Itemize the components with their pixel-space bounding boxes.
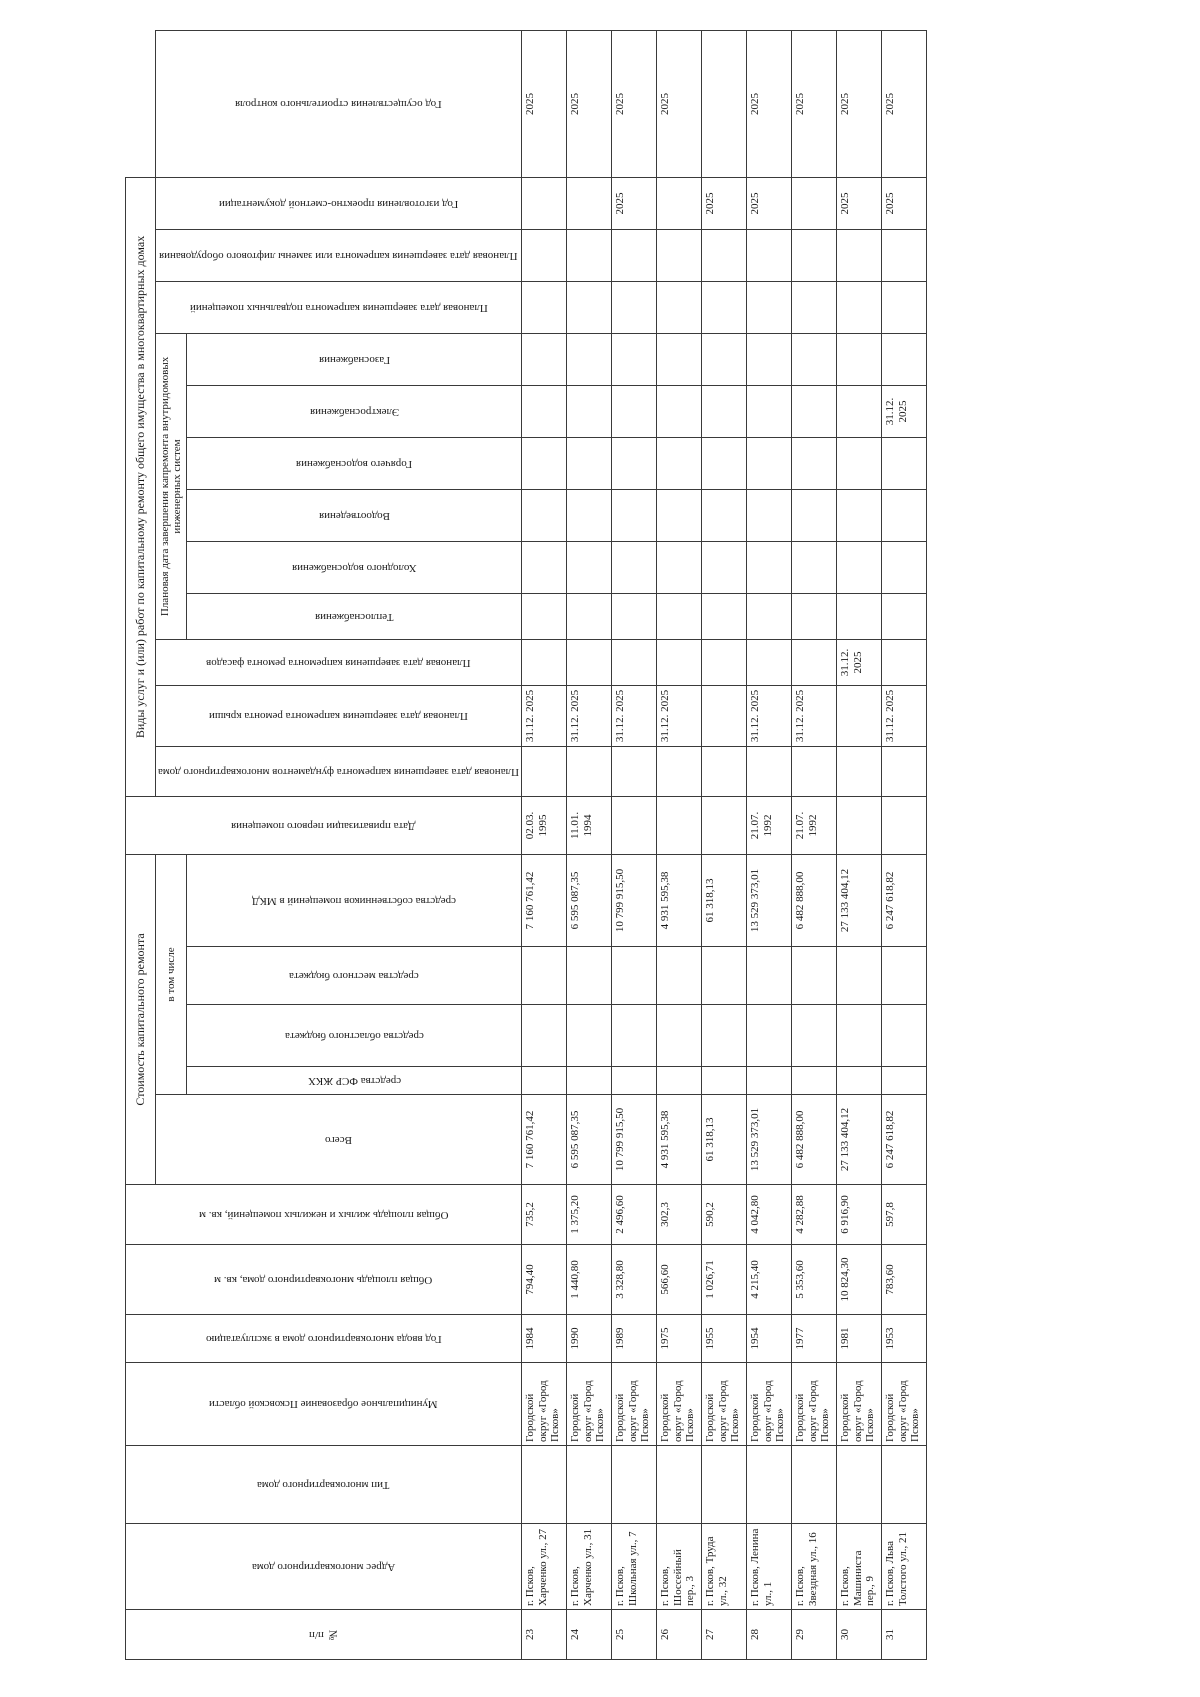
header-fund: средства ФСР ЖКХ xyxy=(187,1067,522,1095)
row-house-type xyxy=(612,1446,657,1524)
header-hot-water: Горячего водоснабжения xyxy=(187,437,522,489)
header-living-area: Общая площадь жилых и нежилых помещений, кв. м xyxy=(126,1185,522,1245)
row-owners: 61 318,13 xyxy=(702,854,747,946)
row-cost-total: 4 931 595,38 xyxy=(657,1095,702,1185)
row-heat xyxy=(792,593,837,639)
row-roof: 31.12. 2025 xyxy=(792,685,837,746)
row-owners: 13 529 373,01 xyxy=(747,854,792,946)
row-local xyxy=(747,947,792,1005)
row-roof: 31.12. 2025 xyxy=(747,685,792,746)
row-electric xyxy=(837,385,882,437)
row-cost-total: 13 529 373,01 xyxy=(747,1095,792,1185)
row-supervision: 2025 xyxy=(522,31,567,178)
row-basement xyxy=(657,281,702,333)
header-cold-water: Холодного водоснабжения xyxy=(187,541,522,593)
row-sewer xyxy=(702,489,747,541)
header-house-type: Тип многоквартирного дома xyxy=(126,1446,522,1524)
capital-repair-document xyxy=(125,30,1080,1660)
row-year-built: 1954 xyxy=(747,1315,792,1363)
row-supervision xyxy=(702,31,747,178)
row-supervision: 2025 xyxy=(567,31,612,178)
row-sewer xyxy=(747,489,792,541)
row-regional xyxy=(657,1005,702,1067)
header-incl: в том числе xyxy=(156,854,187,1094)
row-design-docs xyxy=(792,177,837,229)
row-gas xyxy=(612,333,657,385)
row-elevator xyxy=(657,229,702,281)
row-cost-total: 27 133 404,12 xyxy=(837,1095,882,1185)
header-heat: Теплоснабжения xyxy=(187,593,522,639)
row-hot-water xyxy=(882,437,927,489)
table-row xyxy=(882,31,927,1660)
row-privatization xyxy=(612,796,657,854)
row-design-docs: 2025 xyxy=(702,177,747,229)
row-electric xyxy=(612,385,657,437)
row-elevator xyxy=(567,229,612,281)
row-sewer xyxy=(612,489,657,541)
row-sewer xyxy=(837,489,882,541)
row-fund xyxy=(702,1067,747,1095)
row-cost-total: 6 247 618,82 xyxy=(882,1095,927,1185)
row-privatization: 21.07. 1992 xyxy=(747,796,792,854)
capital-repair-table xyxy=(125,30,927,1660)
row-roof: 31.12. 2025 xyxy=(882,685,927,746)
row-number: 23 xyxy=(522,1610,567,1660)
row-electric xyxy=(657,385,702,437)
row-house-type xyxy=(882,1446,927,1524)
row-cost-total: 6 595 087,35 xyxy=(567,1095,612,1185)
row-electric xyxy=(567,385,612,437)
row-municipality: Городской округ «Город Псков» xyxy=(882,1363,927,1446)
row-basement xyxy=(612,281,657,333)
row-heat xyxy=(747,593,792,639)
header-owners: средства собственников помещений в МКД xyxy=(187,854,522,946)
row-gas xyxy=(702,333,747,385)
row-supervision: 2025 xyxy=(792,31,837,178)
row-hot-water xyxy=(612,437,657,489)
row-privatization: 11.01. 1994 xyxy=(567,796,612,854)
row-total-area: 10 824,30 xyxy=(837,1245,882,1315)
row-supervision: 2025 xyxy=(837,31,882,178)
row-local xyxy=(522,947,567,1005)
table-row xyxy=(522,31,567,1660)
row-municipality: Городской округ «Город Псков» xyxy=(702,1363,747,1446)
row-address: г. Псков, Льва Толстого ул., 21 xyxy=(882,1524,927,1610)
row-address: г. Псков, Труда ул., 32 xyxy=(702,1524,747,1610)
row-local xyxy=(567,947,612,1005)
row-basement xyxy=(882,281,927,333)
row-cold-water xyxy=(882,541,927,593)
table-row xyxy=(837,31,882,1660)
row-electric xyxy=(702,385,747,437)
row-foundation xyxy=(567,746,612,796)
row-address: г. Псков, Звездная ул., 16 xyxy=(792,1524,837,1610)
table-row xyxy=(702,31,747,1660)
row-privatization: 02.03. 1995 xyxy=(522,796,567,854)
row-foundation xyxy=(792,746,837,796)
row-total-area: 794,40 xyxy=(522,1245,567,1315)
row-address: г. Псков, Харченко ул., 31 xyxy=(567,1524,612,1610)
row-design-docs: 2025 xyxy=(612,177,657,229)
row-design-docs: 2025 xyxy=(747,177,792,229)
row-number: 28 xyxy=(747,1610,792,1660)
row-municipality: Городской округ «Город Псков» xyxy=(522,1363,567,1446)
row-electric xyxy=(747,385,792,437)
row-local xyxy=(837,947,882,1005)
row-privatization: 21.07. 1992 xyxy=(792,796,837,854)
row-total-area: 1 026,71 xyxy=(702,1245,747,1315)
header-municipality: Муниципальное образование Псковской области xyxy=(126,1363,522,1446)
row-elevator xyxy=(837,229,882,281)
row-cold-water xyxy=(612,541,657,593)
row-living-area: 1 375,20 xyxy=(567,1185,612,1245)
row-number: 30 xyxy=(837,1610,882,1660)
row-cost-total: 7 160 761,42 xyxy=(522,1095,567,1185)
row-house-type xyxy=(702,1446,747,1524)
row-regional xyxy=(702,1005,747,1067)
row-fund xyxy=(792,1067,837,1095)
row-sewer xyxy=(792,489,837,541)
row-regional xyxy=(882,1005,927,1067)
row-address: г. Псков, Ленина ул., 1 xyxy=(747,1524,792,1610)
row-supervision: 2025 xyxy=(657,31,702,178)
table-row xyxy=(657,31,702,1660)
row-house-type xyxy=(522,1446,567,1524)
row-basement xyxy=(837,281,882,333)
header-elevator: Плановая дата завершения капремонта или замены лифтового оборудования xyxy=(156,229,522,281)
row-facade xyxy=(522,639,567,685)
row-hot-water xyxy=(792,437,837,489)
row-basement xyxy=(702,281,747,333)
row-owners: 6 482 888,00 xyxy=(792,854,837,946)
row-local xyxy=(612,947,657,1005)
row-fund xyxy=(567,1067,612,1095)
header-facade: Плановая дата завершения капремонта ремонта фасадов xyxy=(156,639,522,685)
row-total-area: 783,60 xyxy=(882,1245,927,1315)
row-gas xyxy=(657,333,702,385)
row-cold-water xyxy=(702,541,747,593)
row-facade xyxy=(567,639,612,685)
row-sewer xyxy=(522,489,567,541)
row-number: 25 xyxy=(612,1610,657,1660)
row-year-built: 1953 xyxy=(882,1315,927,1363)
row-elevator xyxy=(882,229,927,281)
header-roof: Плановая дата завершения капремонта ремонта крыши xyxy=(156,685,522,746)
row-number: 24 xyxy=(567,1610,612,1660)
row-fund xyxy=(612,1067,657,1095)
row-foundation xyxy=(747,746,792,796)
row-municipality: Городской округ «Город Псков» xyxy=(747,1363,792,1446)
row-heat xyxy=(657,593,702,639)
header-cost-total: Всего xyxy=(156,1095,522,1185)
row-cold-water xyxy=(522,541,567,593)
header-supervision: Год осуществления строительного контроля xyxy=(156,31,522,178)
row-gas xyxy=(792,333,837,385)
row-regional xyxy=(522,1005,567,1067)
header-design-docs: Год изготовления проектно-сметной документации xyxy=(156,177,522,229)
row-local xyxy=(882,947,927,1005)
row-hot-water xyxy=(747,437,792,489)
row-design-docs xyxy=(522,177,567,229)
row-fund xyxy=(837,1067,882,1095)
row-basement xyxy=(792,281,837,333)
row-design-docs: 2025 xyxy=(837,177,882,229)
row-cold-water xyxy=(567,541,612,593)
row-roof xyxy=(702,685,747,746)
row-foundation xyxy=(837,746,882,796)
row-owners: 7 160 761,42 xyxy=(522,854,567,946)
row-municipality: Городской округ «Город Псков» xyxy=(612,1363,657,1446)
row-regional xyxy=(567,1005,612,1067)
row-regional xyxy=(747,1005,792,1067)
table-row xyxy=(792,31,837,1660)
row-regional xyxy=(792,1005,837,1067)
row-privatization xyxy=(657,796,702,854)
row-hot-water xyxy=(567,437,612,489)
row-facade: 31.12. 2025 xyxy=(837,639,882,685)
row-roof xyxy=(837,685,882,746)
row-address: г. Псков, Харченко ул., 27 xyxy=(522,1524,567,1610)
header-regional: средства областного бюджета xyxy=(187,1005,522,1067)
row-sewer xyxy=(567,489,612,541)
row-living-area: 4 282,88 xyxy=(792,1185,837,1245)
row-heat xyxy=(567,593,612,639)
row-heat xyxy=(612,593,657,639)
row-local xyxy=(657,947,702,1005)
header-works-group: Виды услуг и (или) работ по капитальному ремонту общего имущества в многоквартирных домах xyxy=(126,177,156,796)
row-cold-water xyxy=(657,541,702,593)
row-elevator xyxy=(747,229,792,281)
row-year-built: 1989 xyxy=(612,1315,657,1363)
row-address: г. Псков, Шоссейный пер., 3 xyxy=(657,1524,702,1610)
row-facade xyxy=(612,639,657,685)
row-house-type xyxy=(837,1446,882,1524)
row-living-area: 4 042,80 xyxy=(747,1185,792,1245)
row-living-area: 302,3 xyxy=(657,1185,702,1245)
row-municipality: Городской округ «Город Псков» xyxy=(792,1363,837,1446)
header-num: № п/п xyxy=(126,1610,522,1660)
header-year-built: Год ввода многоквартирного дома в эксплуатацию xyxy=(126,1315,522,1363)
row-regional xyxy=(612,1005,657,1067)
header-foundation: Плановая дата завершения капремонта фундаментов многоквартирного дома xyxy=(156,746,522,796)
row-design-docs xyxy=(657,177,702,229)
row-sewer xyxy=(882,489,927,541)
row-gas xyxy=(882,333,927,385)
row-municipality: Городской округ «Город Псков» xyxy=(657,1363,702,1446)
row-supervision: 2025 xyxy=(882,31,927,178)
row-living-area: 735,2 xyxy=(522,1185,567,1245)
row-number: 27 xyxy=(702,1610,747,1660)
row-facade xyxy=(882,639,927,685)
row-house-type xyxy=(567,1446,612,1524)
row-owners: 6 595 087,35 xyxy=(567,854,612,946)
row-cold-water xyxy=(837,541,882,593)
row-privatization xyxy=(702,796,747,854)
row-heat xyxy=(837,593,882,639)
row-municipality: Городской округ «Город Псков» xyxy=(837,1363,882,1446)
row-year-built: 1977 xyxy=(792,1315,837,1363)
row-cold-water xyxy=(747,541,792,593)
row-hot-water xyxy=(702,437,747,489)
row-fund xyxy=(522,1067,567,1095)
row-year-built: 1975 xyxy=(657,1315,702,1363)
row-cost-total: 10 799 915,50 xyxy=(612,1095,657,1185)
row-number: 29 xyxy=(792,1610,837,1660)
row-foundation xyxy=(612,746,657,796)
row-design-docs: 2025 xyxy=(882,177,927,229)
row-roof: 31.12. 2025 xyxy=(567,685,612,746)
header-local: средства местного бюджета xyxy=(187,947,522,1005)
row-foundation xyxy=(522,746,567,796)
row-house-type xyxy=(792,1446,837,1524)
row-fund xyxy=(657,1067,702,1095)
row-elevator xyxy=(792,229,837,281)
row-year-built: 1990 xyxy=(567,1315,612,1363)
row-house-type xyxy=(657,1446,702,1524)
header-basement: Плановая дата завершения капремонта подвальных помещений xyxy=(156,281,522,333)
row-total-area: 566,60 xyxy=(657,1245,702,1315)
row-privatization xyxy=(882,796,927,854)
row-supervision: 2025 xyxy=(612,31,657,178)
row-foundation xyxy=(702,746,747,796)
row-owners: 4 931 595,38 xyxy=(657,854,702,946)
row-roof: 31.12. 2025 xyxy=(612,685,657,746)
row-year-built: 1984 xyxy=(522,1315,567,1363)
row-design-docs xyxy=(567,177,612,229)
row-electric: 31.12. 2025 xyxy=(882,385,927,437)
row-electric xyxy=(792,385,837,437)
row-basement xyxy=(747,281,792,333)
header-sewer: Водоотведения xyxy=(187,489,522,541)
row-living-area: 590,2 xyxy=(702,1185,747,1245)
row-house-type xyxy=(747,1446,792,1524)
row-gas xyxy=(567,333,612,385)
row-facade xyxy=(792,639,837,685)
table-body xyxy=(522,31,927,1660)
row-number: 26 xyxy=(657,1610,702,1660)
row-facade xyxy=(747,639,792,685)
row-year-built: 1955 xyxy=(702,1315,747,1363)
row-total-area: 3 328,80 xyxy=(612,1245,657,1315)
row-gas xyxy=(837,333,882,385)
header-address: Адрес многоквартирного дома xyxy=(126,1524,522,1610)
row-fund xyxy=(882,1067,927,1095)
row-elevator xyxy=(612,229,657,281)
row-sewer xyxy=(657,489,702,541)
row-roof: 31.12. 2025 xyxy=(522,685,567,746)
header-total-area: Общая площадь многоквартирного дома, кв. м xyxy=(126,1245,522,1315)
row-owners: 6 247 618,82 xyxy=(882,854,927,946)
table-row xyxy=(567,31,612,1660)
row-elevator xyxy=(702,229,747,281)
row-foundation xyxy=(657,746,702,796)
row-basement xyxy=(567,281,612,333)
row-number: 31 xyxy=(882,1610,927,1660)
row-local xyxy=(702,947,747,1005)
row-hot-water xyxy=(837,437,882,489)
row-elevator xyxy=(522,229,567,281)
row-local xyxy=(792,947,837,1005)
row-cost-total: 61 318,13 xyxy=(702,1095,747,1185)
row-living-area: 2 496,60 xyxy=(612,1185,657,1245)
row-address: г. Псков, Машиниста пер., 9 xyxy=(837,1524,882,1610)
row-hot-water xyxy=(522,437,567,489)
row-foundation xyxy=(882,746,927,796)
header-gas: Газоснабжения xyxy=(187,333,522,385)
row-heat xyxy=(702,593,747,639)
row-supervision: 2025 xyxy=(747,31,792,178)
row-living-area: 597,8 xyxy=(882,1185,927,1245)
row-roof: 31.12. 2025 xyxy=(657,685,702,746)
row-total-area: 1 440,80 xyxy=(567,1245,612,1315)
row-hot-water xyxy=(657,437,702,489)
row-regional xyxy=(837,1005,882,1067)
row-total-area: 4 215,40 xyxy=(747,1245,792,1315)
row-privatization xyxy=(837,796,882,854)
row-gas xyxy=(747,333,792,385)
row-living-area: 6 916,90 xyxy=(837,1185,882,1245)
row-heat xyxy=(882,593,927,639)
row-gas xyxy=(522,333,567,385)
row-owners: 27 133 404,12 xyxy=(837,854,882,946)
table-row xyxy=(747,31,792,1660)
row-electric xyxy=(522,385,567,437)
row-cold-water xyxy=(792,541,837,593)
header-privatization: Дата приватизации первого помещения xyxy=(126,796,522,854)
row-fund xyxy=(747,1067,792,1095)
header-systems-group: Плановая дата завершения капремонта внутридомовых инженерных систем xyxy=(156,333,187,639)
row-year-built: 1981 xyxy=(837,1315,882,1363)
row-facade xyxy=(657,639,702,685)
row-facade xyxy=(702,639,747,685)
header-electric: Электроснабжения xyxy=(187,385,522,437)
row-basement xyxy=(522,281,567,333)
header-cost-group: Стоимость капитального ремонта xyxy=(126,854,156,1184)
row-heat xyxy=(522,593,567,639)
table-row xyxy=(612,31,657,1660)
row-cost-total: 6 482 888,00 xyxy=(792,1095,837,1185)
row-address: г. Псков, Школьная ул., 7 xyxy=(612,1524,657,1610)
row-total-area: 5 353,60 xyxy=(792,1245,837,1315)
row-municipality: Городской округ «Город Псков» xyxy=(567,1363,612,1446)
row-owners: 10 799 915,50 xyxy=(612,854,657,946)
